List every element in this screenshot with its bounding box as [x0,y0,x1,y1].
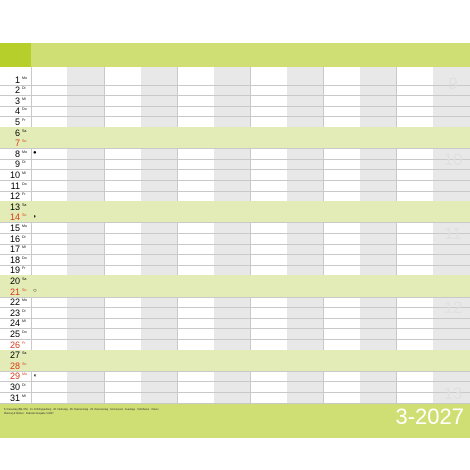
row-line [0,95,470,96]
row-line [0,180,470,181]
weekend-row [0,275,470,286]
weekday-abbrev: Di [22,308,26,313]
weekday-abbrev: Sa [22,128,27,133]
row-line [0,169,470,170]
week-number: 12 [443,298,463,317]
month-year-label: 3-2027 [395,404,464,429]
row-line [0,159,470,160]
day-number: 24 [9,318,20,329]
day-number: 13 [9,201,20,212]
day-number: 29 [9,371,20,382]
row-line [0,318,470,319]
row-line [0,381,470,382]
weekday-abbrev: Sa [22,351,27,356]
day-number: 26 [9,339,20,350]
row-line [0,191,470,192]
header-band [0,43,470,67]
weekend-row [0,360,470,371]
weekday-abbrev: Do [22,181,27,186]
day-number: 16 [9,233,20,244]
day-number: 9 [14,159,20,170]
footer-notes [4,408,374,415]
day-number: 6 [14,127,20,138]
weekday-abbrev: Di [22,86,26,91]
weekday-abbrev: Di [22,382,26,387]
row-line [0,222,470,223]
row-line [0,244,470,245]
week-number: 10 [443,150,463,169]
row-line [0,85,470,86]
day-number: 28 [9,360,20,371]
weekday-abbrev: Mo [22,223,27,228]
weekend-row [0,212,470,223]
weekday-abbrev: Mo [22,298,27,303]
weekday-abbrev: So [22,361,27,366]
row-line [0,254,470,255]
row-line [0,339,470,340]
row-line [0,307,470,308]
day-number: 23 [9,307,20,318]
weekday-abbrev: So [22,287,27,292]
row-line [0,265,470,266]
weekday-abbrev: Do [22,107,27,112]
weekday-abbrev: Do [22,329,27,334]
weekday-abbrev: Mi [22,170,26,175]
weekday-abbrev: Fr [22,266,26,271]
day-number: 14 [9,212,20,223]
header-corner [0,43,31,67]
moon-phase-icon: ◖ [33,372,37,379]
weekday-abbrev: Sa [22,276,27,281]
day-number: 22 [9,297,20,308]
weekday-abbrev: Do [22,255,27,260]
weekday-abbrev: Mi [22,245,26,250]
day-number: 15 [9,222,20,233]
weekday-abbrev: Fr [22,192,26,197]
footer-line: 8. Frauentag (BE, MV) · 21. Frühlingsanfang · 26. Karfreitag · 28. Ostersonntag · 29. Ostermontag · Sommerzeit · Feiertage · Schulferien · Ostern [4,408,159,411]
day-number: 17 [9,244,20,255]
day-number: 5 [14,116,20,127]
weekend-row [0,286,470,297]
row-line [0,297,470,298]
moon-phase-icon: ◗ [33,213,37,220]
weekend-row [0,138,470,149]
week-number: 9 [448,74,458,93]
day-number: 11 [10,180,20,191]
day-number: 1 [14,74,20,85]
weekday-abbrev: Fr [22,117,26,122]
row-line [0,371,470,372]
day-number: 27 [9,350,20,361]
day-number: 30 [9,381,20,392]
day-number: 21 [9,286,20,297]
day-number: 2 [14,85,20,96]
day-number: 7 [14,138,20,149]
weekend-row [0,127,470,138]
row-line [0,116,470,117]
day-number: 12 [9,191,20,202]
row-line [0,233,470,234]
weekday-abbrev: Mo [22,149,27,154]
weekday-abbrev: Mi [22,393,26,398]
day-number: 20 [9,275,20,286]
weekday-abbrev: Mi [22,319,26,324]
day-number: 8 [14,148,20,159]
day-number: 3 [14,95,20,106]
weekday-abbrev: So [22,139,27,144]
row-line [0,392,470,393]
weekday-abbrev: Mo [22,75,27,80]
day-number: 4 [14,106,20,117]
day-number: 19 [9,265,20,276]
moon-phase-icon: ○ [33,288,37,294]
row-line [0,148,470,149]
weekday-abbrev: So [22,213,27,218]
weekday-abbrev: Mo [22,372,27,377]
weekday-abbrev: Sa [22,202,27,207]
weekday-abbrev: Fr [22,340,26,345]
moon-phase-icon: ● [33,150,37,157]
week-number: 13 [443,384,463,403]
footer-line: Planung & Notizen · Kalender Ausgabe 3-2027 [4,411,54,415]
day-number: 18 [9,254,20,265]
week-number: 11 [444,224,462,243]
day-number: 25 [9,328,20,339]
day-number: 10 [9,169,20,180]
weekday-abbrev: Di [22,234,26,239]
weekend-row [0,350,470,361]
row-line [0,328,470,329]
day-number: 31 [9,392,20,403]
row-line [0,106,470,107]
weekday-abbrev: Di [22,160,26,165]
weekend-row [0,201,470,212]
weekday-abbrev: Mi [22,96,26,101]
